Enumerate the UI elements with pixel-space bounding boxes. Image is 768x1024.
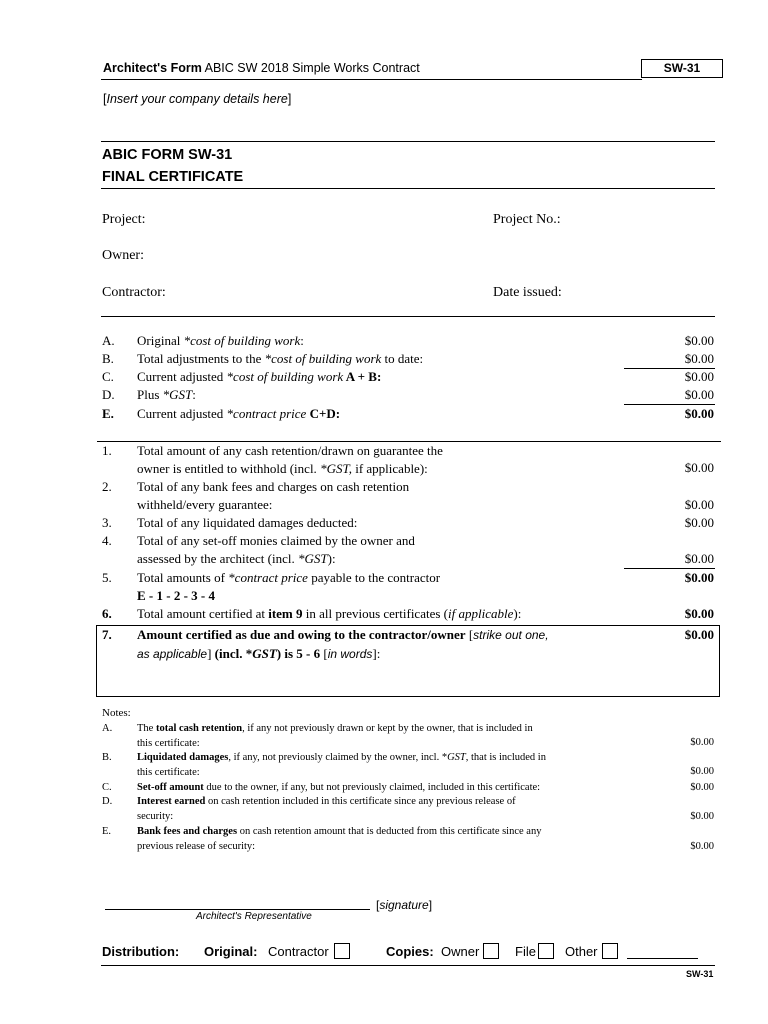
item-4-line2: assessed by the architect (incl. *GST): <box>137 551 336 566</box>
cost-item-b-amount: $0.00 <box>684 351 714 366</box>
distribution-file-label: File <box>515 944 536 959</box>
title-top-rule <box>101 141 715 142</box>
item-2-label: 2. <box>102 479 112 494</box>
notes-heading: Notes: <box>102 707 131 719</box>
item-4-line1: Total of any set-off monies claimed by the owner and <box>137 533 415 548</box>
item-2-line2: withheld/every guarantee: <box>137 497 273 512</box>
note-e-line2: previous release of security: <box>137 841 256 852</box>
footer-code: SW-31 <box>686 969 714 979</box>
owner-checkbox[interactable] <box>483 943 499 959</box>
cost-section-rule <box>97 441 721 442</box>
item-7-line1: Amount certified as due and owing to the contractor/owner [strike out one, <box>137 627 549 642</box>
distribution-original-label: Original: <box>204 944 258 959</box>
item-3-line1: Total of any liquidated damages deducted: <box>137 515 358 530</box>
item-3-amount: $0.00 <box>684 515 714 530</box>
header-title-bold: Architect's Form <box>103 61 202 75</box>
form-title: ABIC FORM SW-31 <box>102 147 233 163</box>
note-a-line1: The total cash retention, if any not previously drawn or kept by the owner, that is included in <box>137 723 533 734</box>
distribution-other-label: Other <box>565 944 598 959</box>
cost-item-e-label: E. <box>102 406 114 421</box>
note-e-amount: $0.00 <box>690 841 714 852</box>
signature-label-text: signature <box>379 898 429 912</box>
cost-item-c-amount: $0.00 <box>684 369 714 384</box>
item-5-line1: Total amounts of *contract price payable to the contractor <box>137 570 441 585</box>
fields-bottom-rule <box>101 316 715 317</box>
cost-item-b-label: B. <box>102 351 114 366</box>
note-c-amount: $0.00 <box>690 782 714 793</box>
item-5-formula: E - 1 - 2 - 3 - 4 <box>137 588 215 603</box>
note-e-label: E. <box>102 826 112 837</box>
date-issued-label: Date issued: <box>493 285 562 300</box>
distribution-label: Distribution: <box>102 944 180 959</box>
note-b-amount: $0.00 <box>690 766 714 777</box>
project-label: Project: <box>102 212 146 227</box>
note-b-line2: this certificate: <box>137 767 200 778</box>
note-e-line1: Bank fees and charges on cash retention amount that is deducted from this certificate since any <box>137 826 542 837</box>
note-d-label: D. <box>102 796 113 807</box>
item-7-label: 7. <box>102 627 112 642</box>
cost-item-d-underline <box>624 404 715 405</box>
item-4-underline <box>624 568 715 569</box>
cost-item-b-text: Total adjustments to the *cost of building work to date: <box>137 351 424 366</box>
note-c-label: C. <box>102 782 112 793</box>
title-bottom-rule <box>101 188 715 189</box>
note-c-line1: Set-off amount due to the owner, if any, but not previously claimed, included in this certificate: <box>137 782 541 793</box>
note-a-amount: $0.00 <box>690 737 714 748</box>
note-a-line2: this certificate: <box>137 738 200 749</box>
distribution-owner-label: Owner <box>441 944 480 959</box>
note-d-amount: $0.00 <box>690 811 714 822</box>
header-rule <box>101 79 642 80</box>
header-title <box>103 61 420 75</box>
footer-rule <box>101 965 715 966</box>
cost-item-d-label: D. <box>102 387 115 402</box>
distribution-contractor-label: Contractor <box>268 944 329 959</box>
item-2-amount: $0.00 <box>684 497 714 512</box>
cost-item-a-amount: $0.00 <box>684 333 714 348</box>
project-no-label: Project No.: <box>493 212 561 227</box>
company-details-placeholder: [Insert your company details here] <box>103 92 292 106</box>
other-specify-line[interactable] <box>627 958 698 959</box>
item-6-label: 6. <box>102 606 112 621</box>
form-subtitle: FINAL CERTIFICATE <box>102 169 244 185</box>
distribution-copies-label: Copies: <box>386 944 434 959</box>
cost-item-d-text: Plus *GST: <box>137 387 196 402</box>
item-6-line1: Total amount certified at item 9 in all previous certificates (if applicable): <box>137 606 522 621</box>
contractor-checkbox[interactable] <box>334 943 350 959</box>
note-d-line1: Interest earned on cash retention included in this certificate since any previous release of <box>137 796 516 807</box>
signature-label: [signature] <box>376 898 433 912</box>
item-1-label: 1. <box>102 443 112 458</box>
file-checkbox[interactable] <box>538 943 554 959</box>
other-checkbox[interactable] <box>602 943 618 959</box>
item-7-line2: as applicable] (incl. *GST) is 5 - 6 [in words]: <box>137 646 381 661</box>
cost-item-c-label: C. <box>102 369 114 384</box>
cost-item-a-text: Original *cost of building work: <box>137 333 304 348</box>
contractor-label: Contractor: <box>102 285 166 300</box>
item-1-line1: Total amount of any cash retention/drawn on guarantee the <box>137 443 443 458</box>
item-3-label: 3. <box>102 515 112 530</box>
note-d-line2: security: <box>137 811 174 822</box>
cost-item-e-text: Current adjusted *contract price C+D: <box>137 406 341 421</box>
item-5-label: 5. <box>102 570 112 585</box>
header-code: SW-31 <box>663 61 701 75</box>
company-details-text: Insert your company details here <box>106 92 288 106</box>
note-a-label: A. <box>102 723 113 734</box>
cost-item-a-label: A. <box>102 333 115 348</box>
item-7-amount: $0.00 <box>684 627 714 642</box>
item-6-amount: $0.00 <box>684 606 714 621</box>
owner-label: Owner: <box>102 248 144 263</box>
item-1-line2: owner is entitled to withhold (incl. *GST, if applicable): <box>137 461 428 476</box>
note-b-label: B. <box>102 752 112 763</box>
item-4-label: 4. <box>102 533 112 548</box>
header-code-box <box>641 59 723 78</box>
cost-item-d-amount: $0.00 <box>684 387 714 402</box>
signature-role: Architect's Representative <box>196 911 312 922</box>
cost-item-c-text: Current adjusted *cost of building work A + B: <box>137 369 382 384</box>
signature-line[interactable] <box>105 909 370 910</box>
cost-item-e-amount: $0.00 <box>684 406 714 421</box>
item-1-amount: $0.00 <box>684 460 714 475</box>
note-b-line1: Liquidated damages, if any, not previously claimed by the owner, incl. *GST, that is included in <box>137 752 546 763</box>
item-2-line1: Total of any bank fees and charges on cash retention <box>137 479 410 494</box>
item-5-amount: $0.00 <box>684 570 714 585</box>
item-4-amount: $0.00 <box>684 551 714 566</box>
header-title-rest: ABIC SW 2018 Simple Works Contract <box>204 61 420 75</box>
